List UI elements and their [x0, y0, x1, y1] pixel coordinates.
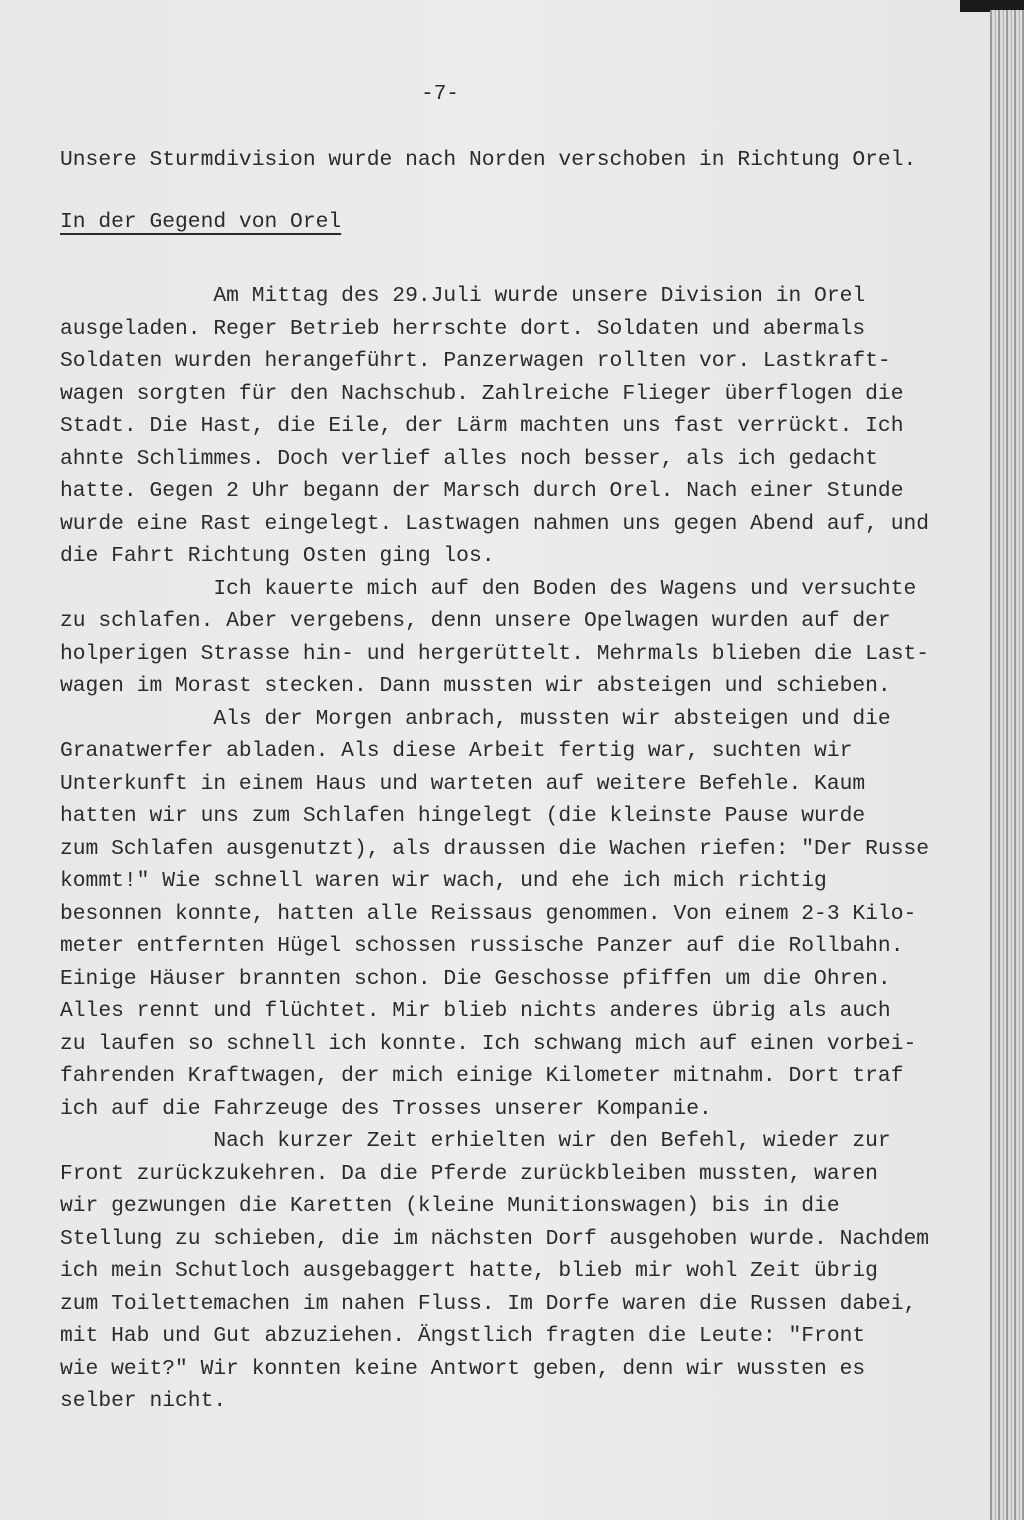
text-line: Stellung zu schieben, die im nächsten Dorf ausgehoben wurde. Nachdem — [60, 1226, 930, 1251]
text-line: selber nicht. — [60, 1389, 227, 1413]
text-line: wir gezwungen die Karetten (kleine Munitionswagen) bis in die — [60, 1194, 840, 1218]
text-line: kommt!" Wie schnell waren wir wach, und ehe ich mich richtig — [60, 869, 827, 893]
text-line: mit Hab und Gut abzuziehen. Ängstlich fragten die Leute: "Front — [60, 1324, 866, 1348]
text-line: zum Schlafen ausgenutzt), als draussen die Wachen riefen: "Der Russe — [60, 836, 930, 861]
text-line: ausgeladen. Reger Betrieb herrschte dort. Soldaten und abermals — [60, 316, 866, 341]
text-line: ich mein Schutloch ausgebaggert hatte, blieb mir wohl Zeit übrig — [60, 1259, 878, 1283]
text-line: meter entfernten Hügel schossen russische Panzer auf die Rollbahn. — [60, 934, 904, 958]
section-heading: In der Gegend von Orel — [60, 210, 342, 234]
text-line: Einige Häuser brannten schon. Die Geschosse pfiffen um die Ohren. — [60, 966, 891, 991]
text-line: hatten wir uns zum Schlafen hingelegt (die kleinste Pause wurde — [60, 804, 866, 828]
text-line: zu schlafen. Aber vergebens, denn unsere Opelwagen wurden auf der — [60, 609, 891, 633]
text-line: Alles rennt und flüchtet. Mir blieb nichts anderes übrig als auch — [60, 999, 891, 1023]
text-line: zum Toilettemachen im nahen Fluss. Im Dorfe waren die Russen dabei, — [60, 1291, 917, 1316]
text-line: Nach kurzer Zeit erhielten wir den Befehl, wieder zur — [60, 1129, 891, 1153]
text-line: Am Mittag des 29.Juli wurde unsere Division in Orel — [60, 284, 866, 308]
text-line: Unterkunft in einem Haus und warteten auf weitere Befehle. Kaum — [60, 771, 866, 796]
text-line: Ich kauerte mich auf den Boden des Wagens und versuchte — [60, 576, 917, 601]
intro-line: Unsere Sturmdivision wurde nach Norden verschoben in Richtung Orel. — [60, 148, 917, 172]
text-line: wie weit?" Wir konnten keine Antwort geben, denn wir wussten es — [60, 1356, 866, 1381]
text-line: ahnte Schlimmes. Doch verlief alles noch besser, als ich gedacht — [60, 446, 878, 471]
text-line: ich auf die Fahrzeuge des Trosses unserer Kompanie. — [60, 1096, 712, 1121]
text-line: Granatwerfer abladen. Als diese Arbeit fertig war, suchten wir — [60, 739, 853, 763]
text-line: besonnen konnte, hatten alle Reissaus genommen. Von einem 2-3 Kilo- — [60, 901, 917, 926]
text-line: zu laufen so schnell ich konnte. Ich schwang mich auf einen vorbei- — [60, 1031, 917, 1056]
text-line: wurde eine Rast eingelegt. Lastwagen nahmen uns gegen Abend auf, und — [60, 511, 930, 536]
text-line: fahrenden Kraftwagen, der mich einige Kilometer mitnahm. Dort traf — [60, 1064, 904, 1088]
text-line: Front zurückzukehren. Da die Pferde zurückbleiben mussten, waren — [60, 1161, 878, 1186]
page-stack-edges — [990, 10, 1024, 1520]
text-line: die Fahrt Richtung Osten ging los. — [60, 544, 495, 568]
text-line: Soldaten wurden herangeführt. Panzerwagen rollten vor. Lastkraft- — [60, 349, 891, 373]
text-line: wagen sorgten für den Nachschub. Zahlreiche Flieger überflogen die — [60, 381, 904, 406]
text-line: hatte. Gegen 2 Uhr begann der Marsch durch Orel. Nach einer Stunde — [60, 479, 904, 503]
text-line: Stadt. Die Hast, die Eile, der Lärm machten uns fast verrückt. Ich — [60, 414, 904, 438]
text-line: wagen im Morast stecken. Dann mussten wir absteigen und schieben. — [60, 674, 891, 698]
page-number: -7- — [421, 83, 459, 106]
body-text — [60, 280, 929, 1418]
text-line: holperigen Strasse hin- und hergerüttelt. Mehrmals blieben die Last- — [60, 641, 930, 666]
text-line: Als der Morgen anbrach, mussten wir absteigen und die — [60, 706, 891, 731]
